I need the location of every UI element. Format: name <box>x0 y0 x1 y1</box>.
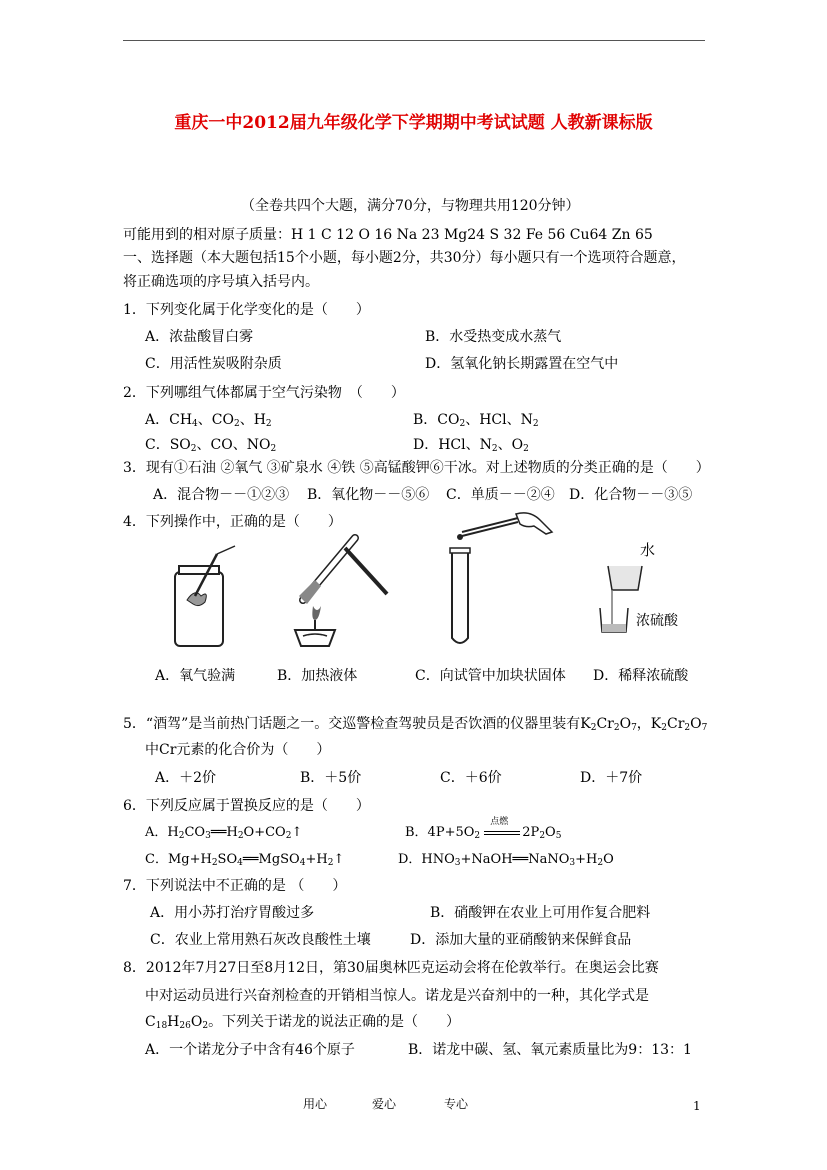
q8-line1: 8．2012年7月27日至8月12日，第30届奥林匹克运动会将在伦敦举行。在奥运会比赛 <box>123 960 659 976</box>
q3-option-d: D．化合物－－③⑤ <box>569 487 693 503</box>
q8-line3: $C_{18}H_{26}O_2$。下列关于诺龙的说法正确的是（ ） <box>145 1014 461 1031</box>
atomic-masses: 可能用到的相对原子质量：H 1 C 12 O 16 Na 23 Mg24 S 32 Fe 56 Cu64 Zn 65 <box>123 227 653 243</box>
q7-stem: 7．下列说法中不正确的是 （ ） <box>123 878 347 894</box>
figure-oxygen-test <box>165 540 255 650</box>
q1-option-c: C．用活性炭吸附杂质 <box>145 356 282 372</box>
q4-option-c: C．向试管中加块状固体 <box>415 668 566 684</box>
q1-option-d: D．氢氧化钠长期露置在空气中 <box>425 356 619 372</box>
q6-stem: 6．下列反应属于置换反应的是（ ） <box>123 798 370 814</box>
q6-option-a: A．$H_2CO_3══H_2O+CO_2↑$ <box>145 825 303 841</box>
q7-option-a: A．用小苏打治疗胃酸过多 <box>150 905 315 921</box>
q5-option-d: D．＋7价 <box>580 770 643 786</box>
q2-option-d: D．HCl、$N_2$、$O_2$ <box>413 437 529 454</box>
footer-word-1: 用心 <box>303 1097 328 1111</box>
q7-option-b: B．硝酸钾在农业上可用作复合肥料 <box>430 905 651 921</box>
q3-option-c: C．单质－－②④ <box>446 487 555 503</box>
water-label: 水 <box>640 541 656 559</box>
page-number: 1 <box>693 1099 701 1113</box>
figure-solid-in-tube <box>440 510 560 650</box>
q5-option-a: A．＋2价 <box>155 770 217 786</box>
q6-option-b: B．$4P+5O_2$ 点燃 $2P_2O_5$ <box>405 823 561 843</box>
q1-option-b: B．水受热变成水蒸气 <box>425 329 562 345</box>
q5-line1: 5．“酒驾”是当前热门话题之一。交巡警检查驾驶员是否饮酒的仪器里装有$K_2Cr_2O_7$，$K_2Cr_2O_7$ <box>123 716 708 733</box>
page-title: 重庆一中2012届九年级化学下学期期中考试试题 人教新课标版 <box>174 113 653 133</box>
q5-line2: 中Cr元素的化合价为（ ） <box>145 742 331 758</box>
q3-option-b: B．氧化物－－⑤⑥ <box>307 487 430 503</box>
q2-option-c: C．$SO_2$、CO、$NO_2$ <box>145 437 277 454</box>
q4-stem: 4．下列操作中，正确的是（ ） <box>123 514 342 530</box>
q8-line2: 中对运动员进行兴奋剂检查的开销相当惊人。诺龙是兴奋剂中的一种，其化学式是 <box>145 988 649 1004</box>
section1-line2: 将正确选项的序号填入括号内。 <box>123 274 319 290</box>
q2-option-a: A．$CH_4$、$CO_2$、$H_2$ <box>145 412 272 429</box>
q8-option-b: B．诺龙中碳、氢、氧元素质量比为9：13：1 <box>408 1042 692 1058</box>
q5-option-c: C．＋6价 <box>440 770 502 786</box>
figure-heating-liquid <box>285 528 395 653</box>
q3-option-a: A．混合物－－①②③ <box>153 487 290 503</box>
q7-option-d: D．添加大量的亚硝酸钠来保鲜食品 <box>410 932 632 948</box>
q5-option-b: B．＋5价 <box>300 770 362 786</box>
q2-option-b: B．$CO_2$、HCl、$N_2$ <box>413 412 539 429</box>
q4-option-a: A．氧气验满 <box>155 668 236 684</box>
q8-option-a: A．一个诺龙分子中含有46个原子 <box>145 1042 355 1058</box>
q4-option-d: D．稀释浓硫酸 <box>593 668 689 684</box>
header-rule <box>123 40 705 41</box>
footer-word-2: 爱心 <box>372 1097 397 1111</box>
reaction-condition: 点燃 <box>490 817 509 827</box>
q7-option-c: C．农业上常用熟石灰改良酸性土壤 <box>150 932 371 948</box>
footer-word-3: 专心 <box>444 1097 469 1111</box>
q3-stem: 3．现有①石油 ②氧气 ③矿泉水 ④铁 ⑤高锰酸钾⑥干冰。对上述物质的分类正确的是（ ） <box>123 460 710 476</box>
q6-option-d: D．$HNO_3+NaOH══NaNO_3+H_2O$ <box>398 852 614 868</box>
q2-stem: 2．下列哪组气体都属于空气污染物 （ ） <box>123 385 405 401</box>
q4-option-b: B．加热液体 <box>277 668 358 684</box>
q1-option-a: A．浓盐酸冒白雾 <box>145 329 254 345</box>
exam-note: （全卷共四个大题，满分70分，与物理共用120分钟） <box>241 198 580 214</box>
section1-line1: 一、选择题（本大题包括15个小题，每小题2分，共30分）每小题只有一个选项符合题意， <box>123 250 686 266</box>
acid-label: 浓硫酸 <box>636 613 678 629</box>
q6-option-c: C．$Mg+H_2SO_4══MgSO_4+H_2↑$ <box>145 852 345 868</box>
q1-stem: 1．下列变化属于化学变化的是（ ） <box>123 302 370 318</box>
